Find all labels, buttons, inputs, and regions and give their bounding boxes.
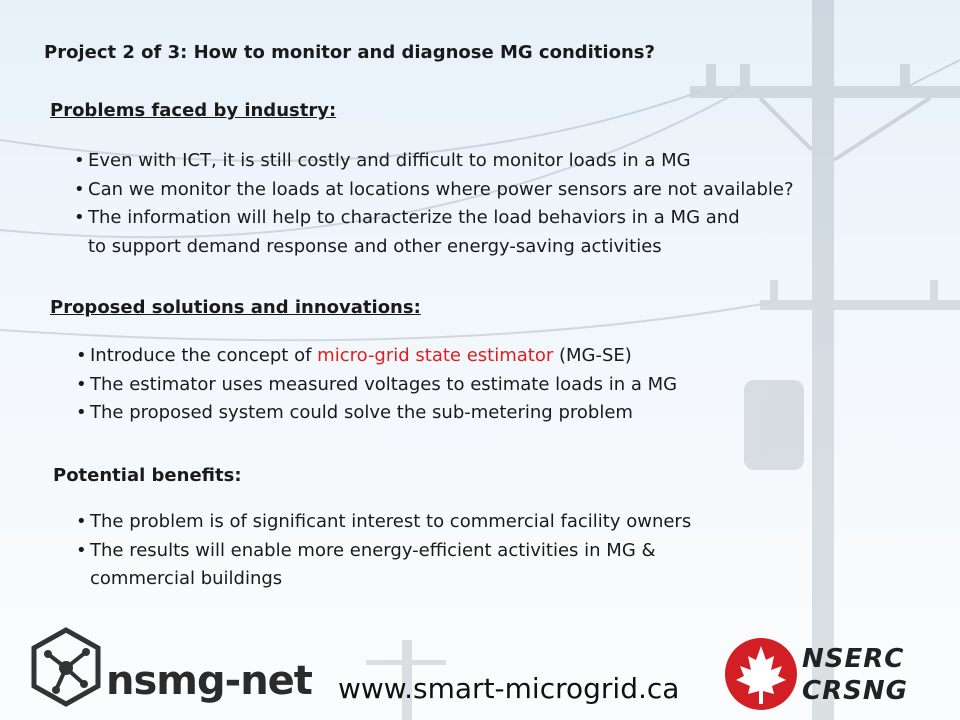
slide-title: Project 2 of 3: How to monitor and diagnose MG conditions?: [44, 42, 655, 63]
section-heading-solutions: Proposed solutions and innovations:: [50, 297, 421, 318]
bullet-text: Even with ICT, it is still costly and difficult to monitor loads in a MG: [88, 150, 691, 171]
bullet-text: Can we monitor the loads at locations where power sensors are not available?: [88, 178, 794, 200]
bullet-text: commercial buildings: [90, 568, 283, 589]
bullet-text: The estimator uses measured voltages to estimate loads in a MG: [90, 373, 678, 395]
nsmg-net-wordmark: nsmg-net: [106, 658, 312, 704]
bullet-text: The proposed system could solve the sub-metering problem: [90, 402, 633, 423]
highlighted-term: micro-grid state estimator: [317, 345, 554, 366]
bullet-dot-icon: •: [76, 373, 87, 395]
nserc-crsng-logo: [724, 636, 924, 716]
benefits-bullet-list: [76, 508, 691, 594]
list-item: [76, 342, 677, 371]
list-item-continuation: [74, 233, 794, 262]
bullet-dot-icon: •: [74, 207, 85, 228]
list-item-continuation: [76, 565, 691, 594]
nsmg-net-logo: [26, 624, 346, 714]
section-heading-problems: Problems faced by industry:: [50, 100, 337, 121]
bullet-dot-icon: •: [76, 539, 87, 561]
bullet-text: The results will enable more energy-efficient activities in MG &: [90, 539, 656, 561]
footer-website-url[interactable]: www.smart-microgrid.ca: [338, 672, 680, 705]
bullet-dot-icon: •: [76, 402, 87, 423]
bullet-text: to support demand response and other energy-saving activities: [88, 235, 662, 257]
list-item: [76, 508, 691, 537]
list-item: [74, 147, 794, 176]
list-item: [76, 399, 677, 428]
section-heading-benefits: Potential benefits:: [53, 465, 242, 486]
bullet-text: The information will help to characterize the load behaviors in a MG and: [88, 207, 740, 228]
list-item: [76, 537, 691, 566]
bullet-dot-icon: •: [74, 178, 85, 200]
crsng-text: CRSNG: [802, 676, 908, 706]
maple-leaf-icon: [724, 636, 798, 712]
list-item: [76, 371, 677, 400]
list-item: [74, 176, 794, 205]
bullet-dot-icon: •: [76, 345, 87, 366]
problems-bullet-list: [74, 147, 794, 261]
bullet-text: The problem is of significant interest to commercial facility owners: [90, 511, 692, 532]
bullet-text: (MG-SE): [553, 345, 632, 366]
nserc-text: NSERC: [802, 644, 905, 674]
bullet-dot-icon: •: [74, 150, 85, 171]
network-hexagon-icon: [26, 624, 106, 714]
solutions-bullet-list: [76, 342, 677, 428]
list-item: [74, 204, 794, 233]
bullet-text: Introduce the concept of: [90, 345, 318, 366]
bullet-dot-icon: •: [76, 511, 87, 532]
